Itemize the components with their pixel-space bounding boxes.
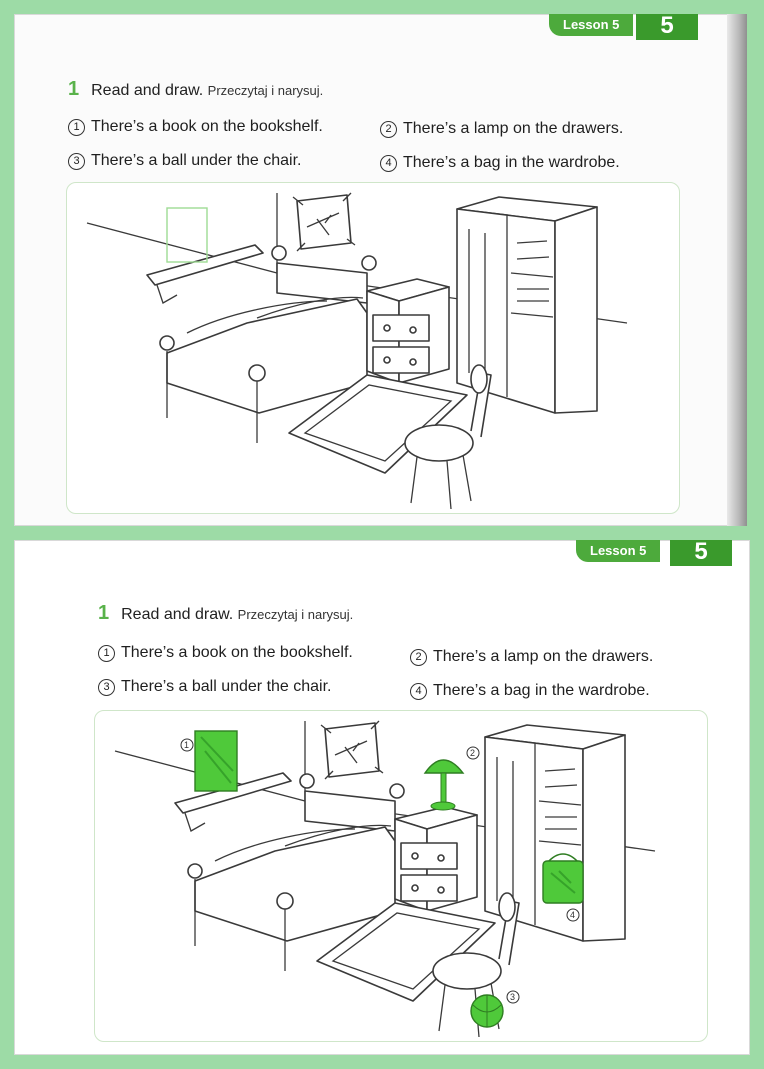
sentence-marker: 2: [410, 649, 427, 666]
sentence-4: 4 There’s a bag in the wardrobe.: [380, 154, 620, 172]
sentence-1: 1 There’s a book on the bookshelf.: [98, 644, 353, 662]
sentence-marker: 2: [380, 121, 397, 138]
picture-frame: [66, 182, 680, 514]
drawn-ball: [471, 991, 519, 1027]
sentence-marker: 1: [98, 645, 115, 662]
drawn-marker-1: 1: [184, 740, 190, 750]
picture-frame: [94, 710, 708, 1042]
airplane-picture: [293, 193, 355, 251]
chest-of-drawers: [367, 279, 449, 383]
sentence-3: 3 There’s a ball under the chair.: [68, 152, 302, 170]
lesson-tab: Lesson 5: [576, 540, 660, 562]
sentence-1: 1 There’s a book on the bookshelf.: [68, 118, 323, 136]
lesson-number: 5: [636, 14, 698, 40]
sentence-marker: 1: [68, 119, 85, 136]
sentence-2: 2 There’s a lamp on the drawers.: [410, 648, 653, 666]
drawn-marker-4: 4: [570, 910, 576, 920]
airplane-picture: [321, 721, 383, 779]
exercise-number: 1: [98, 602, 110, 624]
lesson-tab: Lesson 5: [549, 14, 633, 36]
sentence-4: 4 There’s a bag in the wardrobe.: [410, 682, 650, 700]
exercise-number: 1: [68, 78, 80, 100]
exercise-heading: [68, 78, 323, 101]
exercise-subtitle: Przeczytaj i narysuj.: [237, 607, 354, 622]
lesson-number: 5: [670, 540, 732, 566]
sentence-2: 2 There’s a lamp on the drawers.: [380, 120, 623, 138]
workbook-page-top: [14, 14, 747, 526]
exercise-heading: [98, 602, 353, 625]
chest-of-drawers: [395, 807, 477, 911]
exercise-title: Read and draw.: [91, 82, 204, 99]
bedroom-illustration: [95, 711, 707, 1041]
page-edge: [727, 14, 747, 526]
book-outline: [167, 208, 207, 262]
sentence-marker: 4: [380, 155, 397, 172]
bedroom-illustration: [67, 183, 679, 513]
sentence-3: 3 There’s a ball under the chair.: [98, 678, 332, 696]
sentence-marker: 4: [410, 683, 427, 700]
exercise-subtitle: Przeczytaj i narysuj.: [207, 83, 324, 98]
sentence-marker: 3: [68, 153, 85, 170]
drawn-lamp: [425, 747, 479, 810]
drawn-marker-3: 3: [510, 992, 516, 1002]
drawn-marker-2: 2: [470, 748, 476, 758]
sentence-marker: 3: [98, 679, 115, 696]
workbook-page-bottom: [14, 540, 750, 1055]
exercise-title: Read and draw.: [121, 606, 234, 623]
drawn-book: [181, 731, 237, 791]
